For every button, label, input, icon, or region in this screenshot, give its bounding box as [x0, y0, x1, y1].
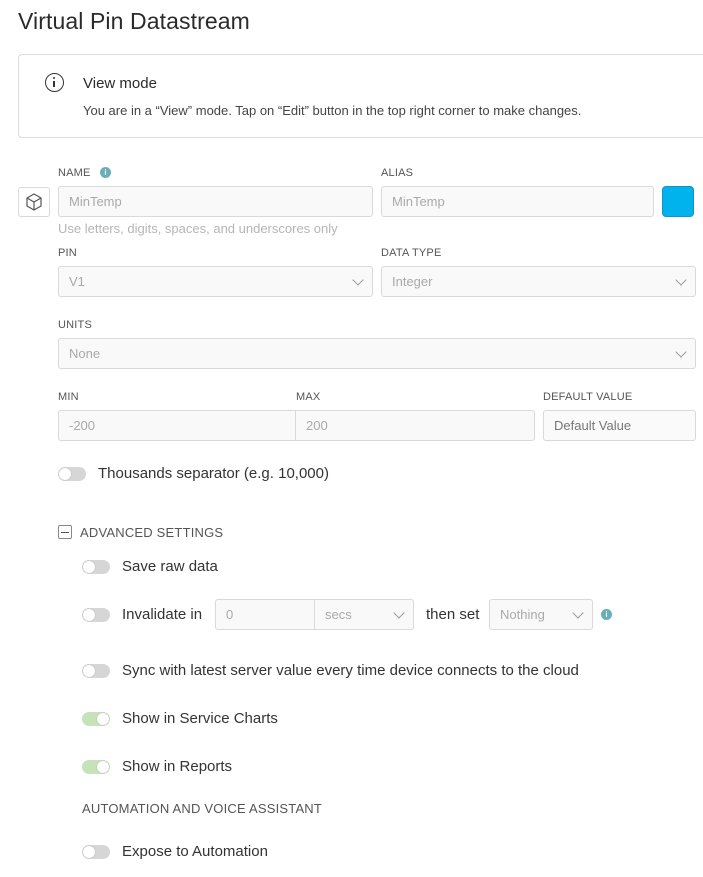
pin-label: PIN: [58, 247, 77, 259]
sync-toggle[interactable]: [82, 664, 110, 678]
advanced-settings-collapse-checkbox[interactable]: [58, 525, 72, 539]
chevron-down-icon: [675, 274, 686, 285]
pin-select[interactable]: [58, 266, 373, 297]
then-set-select[interactable]: [489, 599, 593, 630]
color-picker[interactable]: [662, 186, 694, 217]
chevron-down-icon: [572, 607, 583, 618]
cube-icon: [19, 188, 49, 216]
name-hint-text: Use letters, digits, spaces, and underscores only: [58, 221, 338, 236]
then-set-label: then set: [426, 606, 480, 623]
expose-automation-toggle[interactable]: [82, 845, 110, 859]
max-input[interactable]: 200: [295, 410, 535, 441]
thousands-separator-label: Thousands separator (e.g. 10,000): [98, 465, 329, 482]
units-label: UNITS: [58, 319, 92, 331]
data-type-label: DATA TYPE: [381, 247, 442, 259]
default-value-input[interactable]: Default Value: [543, 410, 696, 441]
max-label: MAX: [296, 391, 321, 403]
automation-section-title: AUTOMATION AND VOICE ASSISTANT: [82, 801, 323, 816]
info-icon[interactable]: i: [100, 167, 111, 178]
thousands-separator-toggle[interactable]: [58, 467, 86, 481]
datastream-icon-picker[interactable]: [18, 187, 50, 217]
then-set-value: Nothing: [500, 607, 545, 622]
alias-label: ALIAS: [381, 167, 414, 179]
default-value-label: DEFAULT VALUE: [543, 391, 633, 403]
invalidate-label: Invalidate in: [122, 606, 203, 623]
data-type-select[interactable]: [381, 266, 696, 297]
service-charts-toggle[interactable]: [82, 712, 110, 726]
expose-automation-label: Expose to Automation: [122, 843, 268, 860]
chevron-down-icon: [352, 274, 363, 285]
min-input[interactable]: -200: [58, 410, 296, 441]
page-title: Virtual Pin Datastream: [18, 8, 250, 34]
info-icon: [45, 73, 64, 92]
units-value: None: [69, 346, 101, 361]
reports-label: Show in Reports: [122, 758, 233, 775]
alias-input[interactable]: MinTemp: [381, 186, 654, 217]
sync-label: Sync with latest server value every time device connects to the cloud: [122, 662, 579, 679]
invalidate-unit-value: secs: [325, 607, 352, 622]
view-mode-notice: [18, 54, 703, 138]
name-input[interactable]: MinTemp: [58, 186, 373, 217]
name-label: NAME: [58, 167, 91, 179]
advanced-settings-title[interactable]: ADVANCED SETTINGS: [80, 525, 224, 540]
save-raw-data-toggle[interactable]: [82, 560, 110, 574]
chevron-down-icon: [393, 607, 404, 618]
notice-text: You are in a “View” mode. Tap on “Edit” button in the top right corner to make changes.: [83, 103, 582, 118]
pin-value: V1: [69, 274, 85, 289]
units-select[interactable]: [58, 338, 696, 369]
save-raw-data-label: Save raw data: [122, 558, 218, 575]
reports-toggle[interactable]: [82, 760, 110, 774]
service-charts-label: Show in Service Charts: [122, 710, 278, 727]
data-type-value: Integer: [392, 274, 433, 289]
notice-title: View mode: [83, 75, 157, 92]
chevron-down-icon: [675, 346, 686, 357]
min-label: MIN: [58, 391, 79, 403]
invalidate-value-input[interactable]: 0: [215, 599, 315, 630]
info-icon[interactable]: i: [601, 609, 612, 620]
invalidate-unit-select[interactable]: [314, 599, 414, 630]
invalidate-toggle[interactable]: [82, 608, 110, 622]
